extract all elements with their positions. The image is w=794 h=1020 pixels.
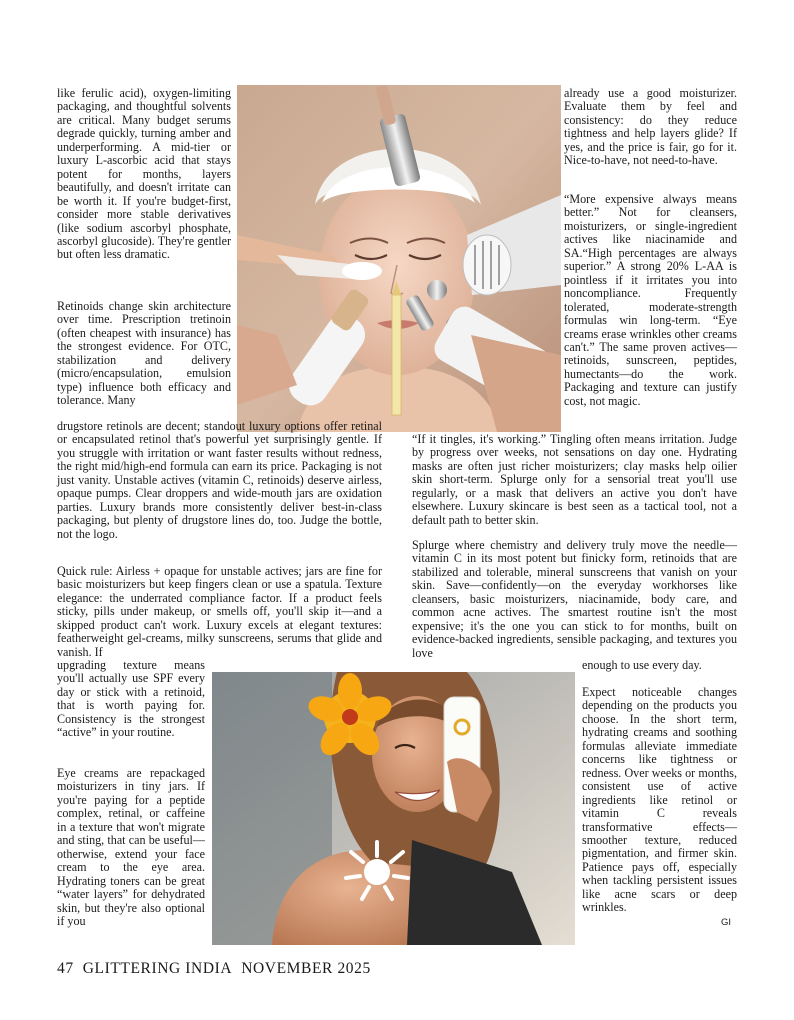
magazine-name: GLITTERING INDIA <box>82 960 233 977</box>
article-paragraph: drugstore retinols are decent; standout luxury options offer retinal or encapsulated retinol that's powerful yet surprisingly gentle. If you struggle with irritation or want faster results without redness, the right mid/high-end formula can earn its price. Packaging is not just vanity. Unstable actives (vitamin C, retinoids) deserve airless, opaque pumps. Clear droppers and wide-mouth jars are oxidation parties. Luxury brands more consistently deliver best-in-class packaging, but plenty of drugstore lines do, too. Judge the bottle, not the logo. <box>57 419 382 541</box>
article-paragraph-end: enough to use every day. <box>582 658 702 672</box>
article-paragraph: “If it tingles, it's working.” Tingling often means irritation. Judge by progress over weeks, not sensations on day one. Hydrating masks are often just richer moisturizers; clay masks help oilier skin short-term. Splurge only for a sensorial treat you'll use regularly, or a mask that delivers an active you don't have elsewhere. Luxury skincare is best seen as a tactical tool, not a default path to better skin. <box>412 432 737 527</box>
end-mark: GI <box>721 917 732 928</box>
article-paragraph: Expect noticeable changes depending on the products you choose. In the short term, hydrating creams and soothing formulas alleviate immediate concerns like tightness or redness. Over weeks or months, consistent use of active ingredients like retinol or vitamin C reveals transformative effects—smoother texture, reduced pigmentation, and firmer skin. Patience pays off, especially when tackling persistent issues like acne scars or deep wrinkles. <box>582 685 737 915</box>
article-paragraph: like ferulic acid), oxygen-limiting packaging, and thoughtful solvents are critical. Many budget serums degrade quickly, turning amber and underperforming. A mid-tier or luxury L-ascorbic acid that stays potent for months, layers beautifully, and doesn't irritate can be worth it. If you're budget-first, consider more stable derivatives (like sodium ascorbyl phosphate, ascorbyl glucoside). They're gentler but often less dramatic. <box>57 86 231 262</box>
article-paragraph: “More expensive always means better.” Not for cleansers, moisturizers, or single-ingredient actives like niacinamide and SA.“High percentages are always superior.” A strong 20% L-AA is pointless if it irritates you into noncompliance. Frequently tolerated, moderate-strength formulas win long-term. “Eye creams erase wrinkles other creams can't.” The same proven actives—retinoids, sunscreen, peptides, humectants—do the work. Packaging and texture can justify cost, not magic. <box>564 192 737 408</box>
page-footer <box>57 960 380 978</box>
article-paragraph: Retinoids change skin architecture over time. Prescription tretinoin (often cheapest with insurance) has the strongest evidence. For OTC, stabilization and delivery (micro/encapsulation, emulsion type) influence both efficacy and tolerance. Many <box>57 299 231 408</box>
facial-treatment-photo <box>237 85 561 432</box>
article-paragraph: Splurge where chemistry and delivery truly move the needle—vitamin C in its most potent but finicky form, retinoids that are stabilized and tolerable, mineral sunscreens that vanish on your skin. Save—confidently—on the everyday workhorses like cleansers, basic moisturizers, niacinamide, body care, and common acne actives. The smartest routine isn't the most expensive; it's the one you can stick to for months, built on evidence-backed ingredients, sensible packaging, and textures you love <box>412 538 737 660</box>
article-paragraph: Quick rule: Airless + opaque for unstable actives; jars are fine for basic moisturizers but keep fingers clean or use a spatula. Texture elegance: the underrated compliance factor. If a product feels sticky, pills under makeup, or smells off, you'll skip it—and a skipped product can't work. Luxury excels at elegant textures: featherweight gel-creams, milky sunscreens, serums that glide and vanish. If <box>57 564 382 659</box>
article-paragraph: upgrading texture means you'll actually use SPF every day or stick with a retinoid, that is worth paying for. Consistency is the strongest “active” in your routine. <box>57 658 205 740</box>
issue-date: NOVEMBER 2025 <box>241 960 371 977</box>
article-paragraph: Eye creams are repackaged moisturizers in tiny jars. If you're paying for a peptide complex, retinal, or caffeine in a texture that won't migrate and sting, that can be useful—otherwise, extend your face cream to the eye area. Hydrating toners can be great “water layers” for dehydrated skin, but they're also optional if you <box>57 766 205 928</box>
article-paragraph: already use a good moisturizer. Evaluate them by feel and consistency: do they reduce tightness and help layers glide? If yes, and the price is fair, go for it. Nice-to-have, not need-to-have. <box>564 86 737 168</box>
page-number: 47 <box>57 960 74 977</box>
sunscreen-woman-photo <box>212 672 575 945</box>
